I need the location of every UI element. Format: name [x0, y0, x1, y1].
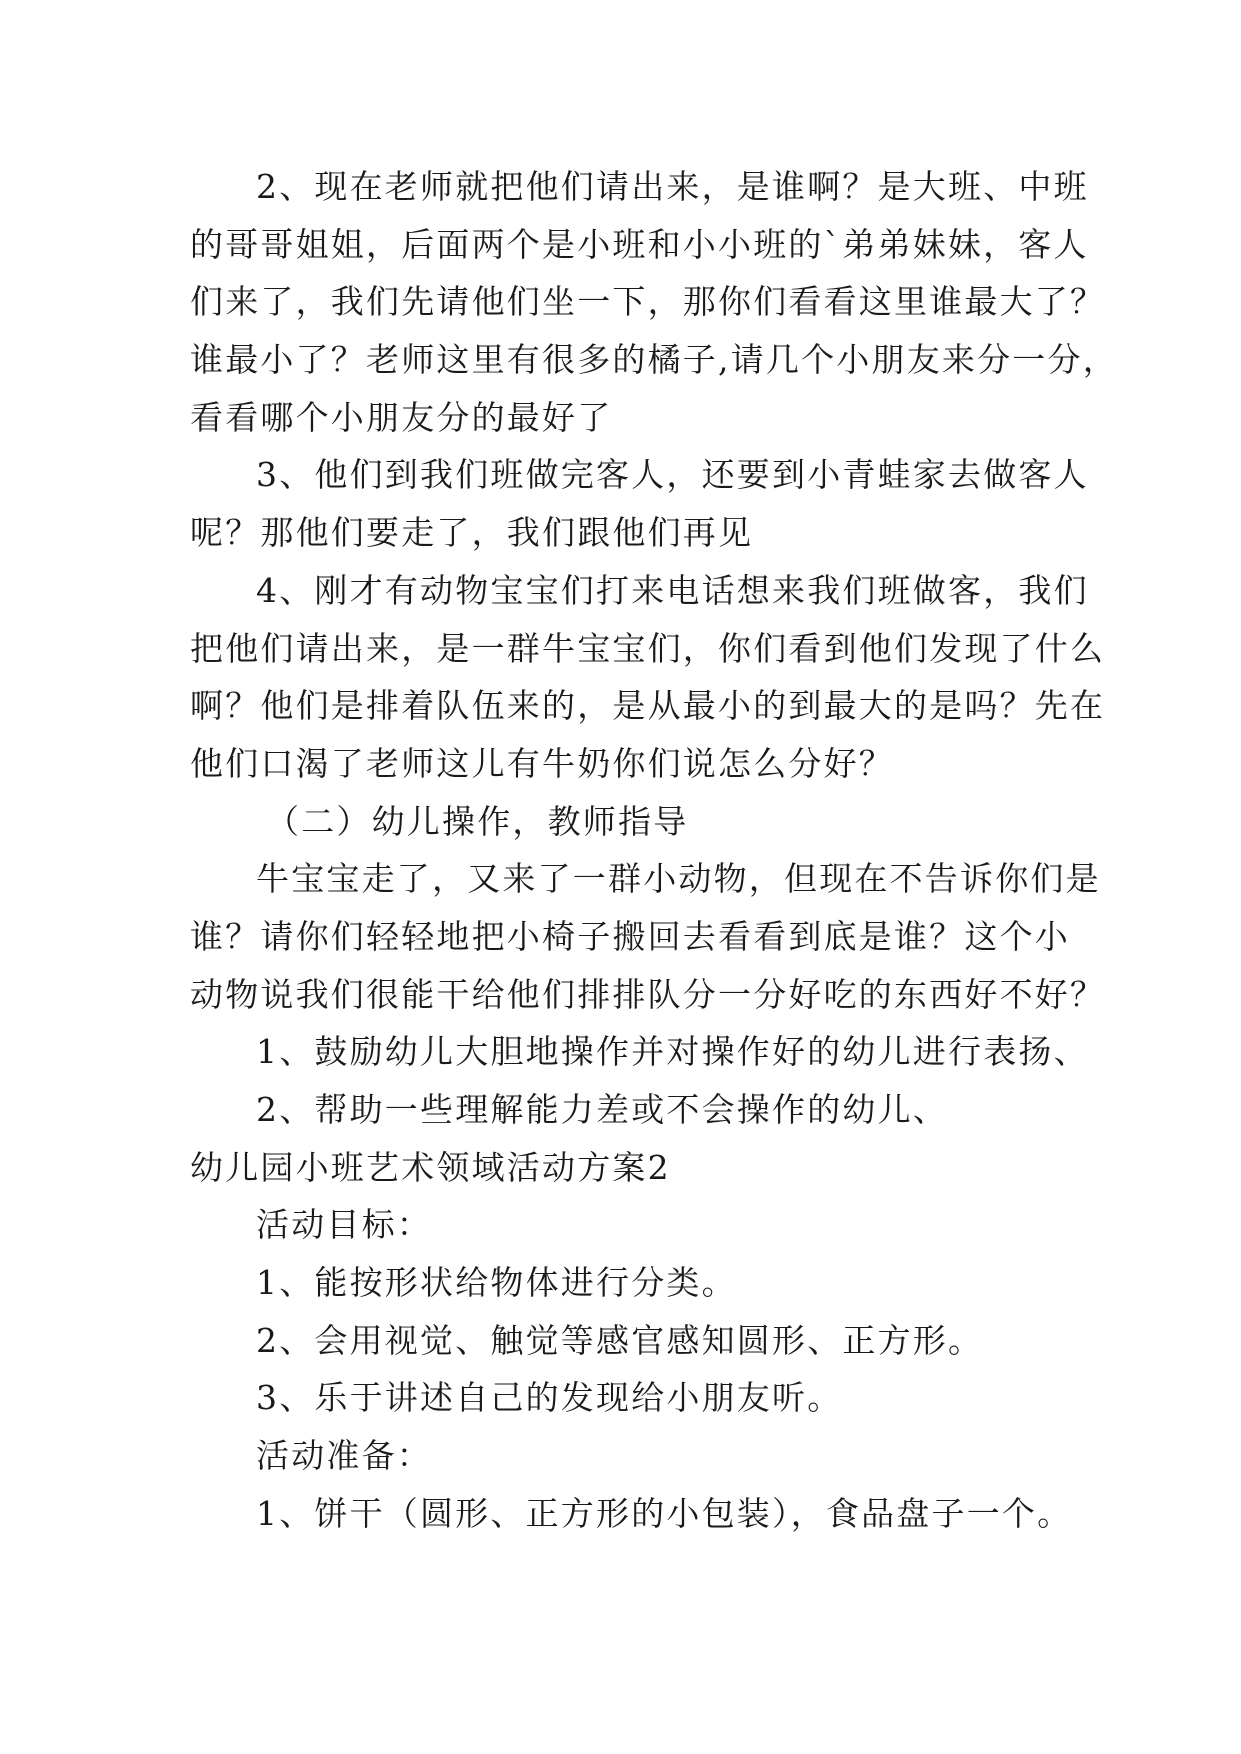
- paragraph-line: 把他们请出来，是一群牛宝宝们，你们看到他们发现了什么: [190, 628, 1106, 668]
- paragraph-line: 们来了，我们先请他们坐一下，那你们看看这里谁最大了？: [190, 282, 1106, 322]
- paragraph-line: 动物说我们很能干给他们排排队分一分好吃的东西好不好？: [190, 974, 1106, 1014]
- paragraph-line: 3、他们到我们班做完客人，还要到小青蛙家去做客人: [256, 455, 1089, 495]
- list-item: 3、乐于讲述自己的发现给小朋友听。: [256, 1378, 843, 1418]
- paragraph-line: 看看哪个小朋友分的最好了: [190, 397, 613, 437]
- list-item: 2、帮助一些理解能力差或不会操作的幼儿、: [256, 1090, 948, 1129]
- list-item: 1、鼓励幼儿大胆地操作并对操作好的幼儿进行表扬、: [256, 1032, 1089, 1072]
- document-title: 幼儿园小班艺术领域活动方案2: [190, 1147, 671, 1187]
- paragraph-line: 的哥哥姐姐，后面两个是小班和小小班的`弟弟妹妹，客人: [190, 224, 1089, 264]
- paragraph-line: 牛宝宝走了，又来了一群小动物，但现在不告诉你们是: [256, 859, 1101, 899]
- paragraph-line: 4、刚才有动物宝宝们打来电话想来我们班做客，我们: [256, 570, 1089, 610]
- list-item: 2、会用视觉、触觉等感官感知圆形、正方形。: [256, 1320, 984, 1360]
- list-item: 1、能按形状给物体进行分类。: [256, 1263, 737, 1303]
- paragraph-line: 啊？他们是排着队伍来的，是从最小的到最大的是吗？先在: [190, 686, 1106, 726]
- paragraph-line: 谁？请你们轻轻地把小椅子搬回去看看到底是谁？这个小: [190, 916, 1070, 956]
- document-page: [190, 158, 1118, 1543]
- paragraph-line: 呢？那他们要走了，我们跟他们再见: [190, 513, 754, 553]
- section-heading: 活动准备：: [256, 1436, 432, 1476]
- paragraph-line: 2、现在老师就把他们请出来，是谁啊？是大班、中班: [256, 167, 1089, 206]
- paragraph-line: 他们口渴了老师这儿有牛奶你们说怎么分好？: [190, 743, 894, 783]
- list-item: 1、饼干（圆形、正方形的小包装），食品盘子一个。: [256, 1493, 1073, 1533]
- section-heading: （二）幼儿操作，教师指导: [266, 801, 689, 841]
- paragraph-line: 谁最小了？老师这里有很多的橘子,请几个小朋友来分一分，: [190, 340, 1118, 380]
- section-heading: 活动目标：: [256, 1205, 432, 1245]
